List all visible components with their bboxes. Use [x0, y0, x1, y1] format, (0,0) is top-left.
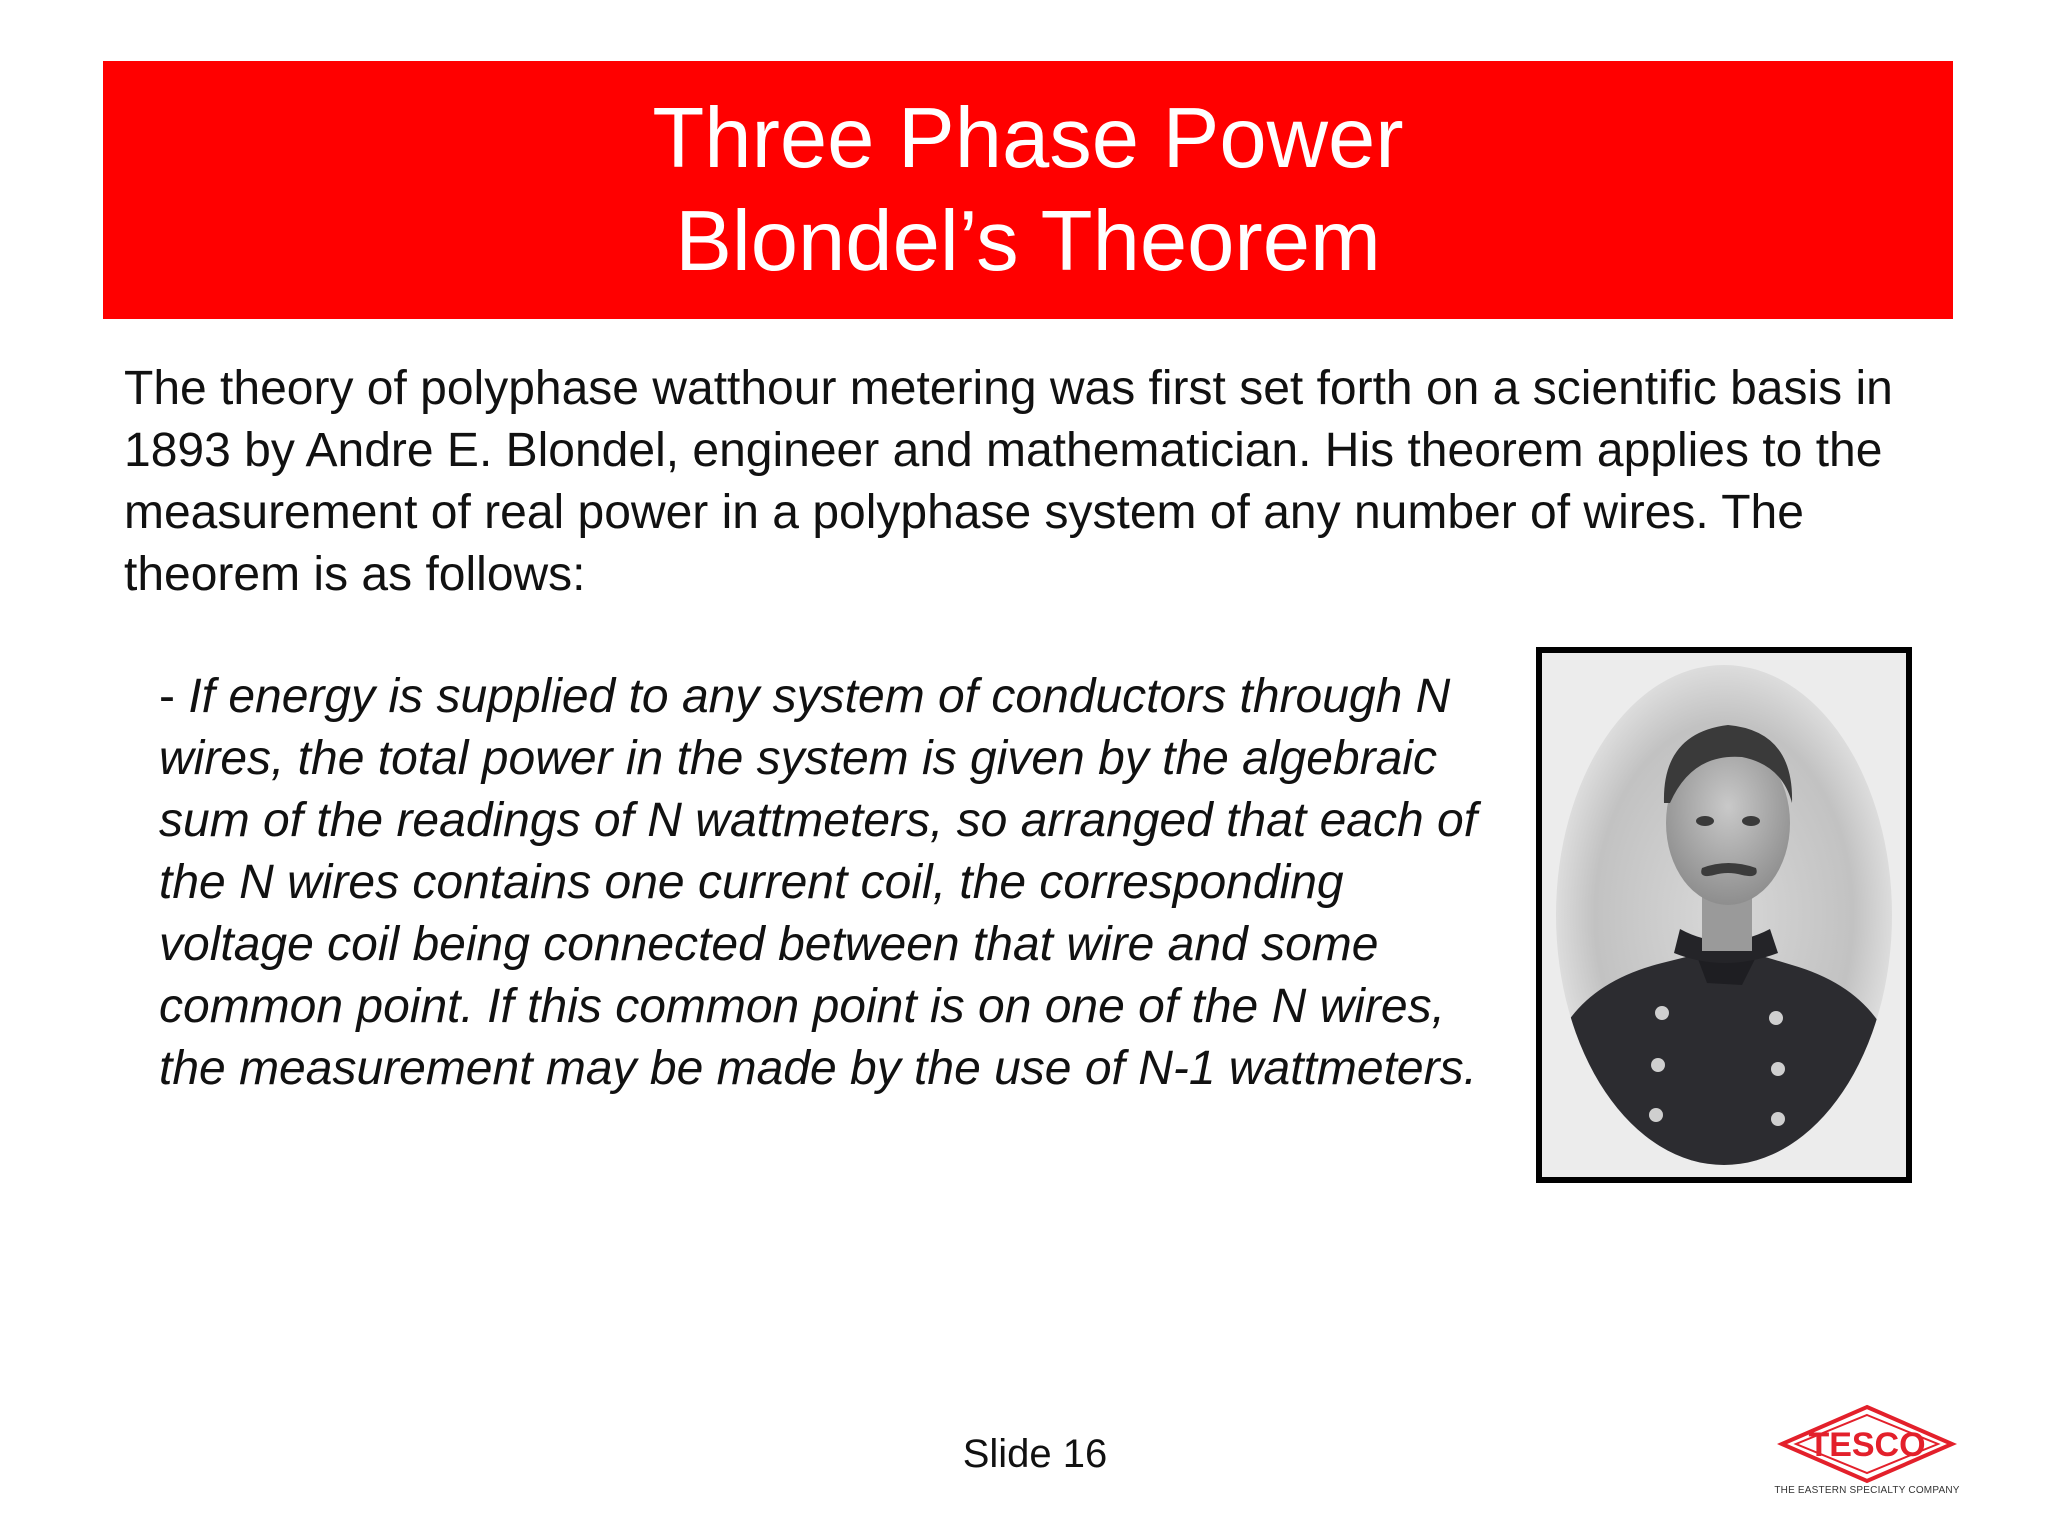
tesco-diamond-logo	[1762, 1404, 1972, 1484]
title-banner	[103, 61, 1953, 319]
slide-title-line-2: Blondel’s Theorem	[675, 194, 1381, 289]
tesco-logo	[1762, 1404, 1972, 1510]
portrait-blondel	[1536, 647, 1912, 1183]
tesco-tagline: THE EASTERN SPECIALTY COMPANY	[1774, 1485, 1960, 1496]
theorem-quote	[159, 666, 1479, 1100]
theorem-text: If energy is supplied to any system of conductors through N wires, the total power in the system is given by the algebraic sum of the readings of N wattmeters, so arranged that each of the N wires contains one current coil, the corresponding voltage coil being connected between that wire and some common point. If this common point is on one of the N wires, the measurement may be made by the use of N-1 wattmeters.	[159, 670, 1478, 1095]
intro-paragraph: The theory of polyphase watthour metering was first set forth on a scientific basis in 1893 by Andre E. Blondel, engineer and mathematician. His theorem applies to the measurement of real power in a polyphase system of any number of wires. The theorem is as follows:	[124, 362, 1893, 601]
theorem-dash: -	[159, 670, 189, 723]
slide-number: Slide 16	[962, 1432, 1108, 1476]
portrait-image	[1542, 653, 1906, 1177]
tesco-wordmark: TESCO	[1808, 1426, 1926, 1464]
slide-title-line-1: Three Phase Power	[652, 91, 1404, 186]
